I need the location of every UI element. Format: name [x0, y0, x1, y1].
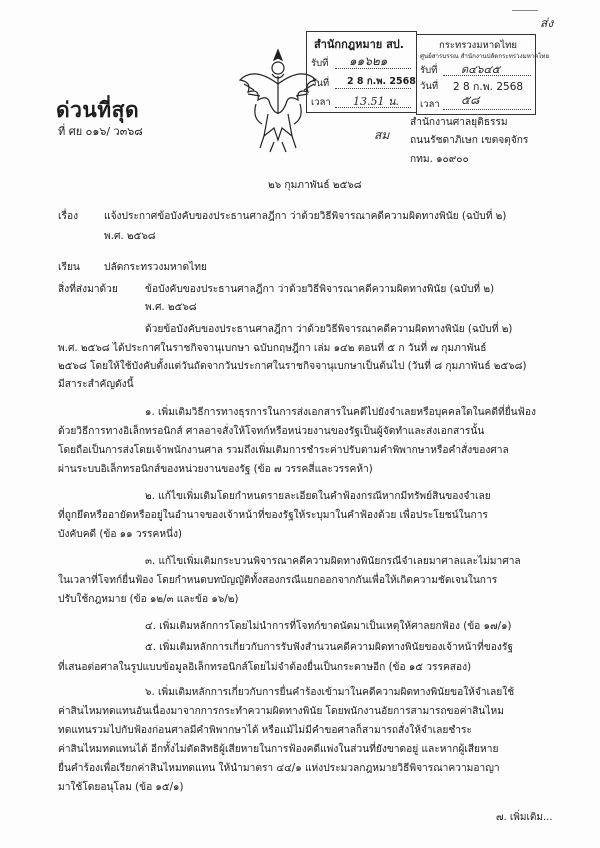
stamp2-date: 2 8 ก.พ. 2568: [453, 81, 524, 93]
stamp2-time: ๕๘: [461, 93, 480, 107]
subject-line-2: พ.ศ. ๒๕๖๘: [104, 231, 156, 242]
item-2-line-1: ๒. แก้ไขเพิ่มเติมโดยกำหนดรายละเอียดในคำฟ้องกรณีหากมีทรัพย์สินของจำเลย: [145, 491, 491, 502]
item-1-line-1: ๑. เพิ่มเติมวิธีการทางธุรการในการส่งเอกสารในคดีไปยังจำเลยหรือบุคคลใดในคดีที่ยื่นฟ้อง: [145, 407, 536, 418]
stamp1-recv-label: รับที่: [311, 58, 329, 69]
intro-line-4: มีสาระสำคัญดังนี้: [58, 379, 134, 390]
subject-label: เรื่อง: [58, 211, 79, 222]
document-number: ที่ ศย ๐๑๖/ ว๓๖๘: [58, 125, 143, 138]
intro-line-3: ๒๕๖๘ โดยให้ใช้บังคับตั้งแต่วันถัดจากวันประกาศในราชกิจจานุเบกษาเป็นต้นไป (วันที่ ๘ กุมภาพันธ์ ๒๕๖๘): [58, 361, 527, 372]
item-3-line-3: ปรับใช้กฎหมาย (ข้อ ๑๒/๓ และข้อ ๑๖/๒): [58, 594, 239, 605]
document-date: ๒๖ กุมภาพันธ์ ๒๕๖๘: [268, 180, 362, 191]
receiving-stamp-ministry: [416, 34, 550, 115]
to-recipient: ปลัดกระทรวงมหาดไทย: [104, 262, 207, 273]
sender-city: กทม. ๑๐๙๐๐: [410, 154, 469, 165]
stamp2-date-label: วันที่: [420, 81, 439, 92]
stamp1-org: สำนักกฎหมาย สป.: [314, 38, 404, 51]
stamp1-time: 13.51 น.: [353, 95, 400, 108]
item-6-line-1: ๖. เพิ่มเติมหลักการเกี่ยวกับการยื่นคำร้องเข้ามาในคดีความผิดทางพินัยขอให้จำเลยใช้: [145, 687, 515, 698]
receiving-stamp-law-office: [306, 31, 417, 113]
item-4-line-1: ๔. เพิ่มเติมหลักการโดยไม่นำการที่โจทก์ขาดนัดมาเป็นเหตุให้ศาลยกฟ้อง (ข้อ ๑๗/๑): [145, 621, 512, 632]
subject-line-1: แจ้งประกาศข้อบังคับของประธานศาลฎีกา ว่าด้วยวิธีพิจารณาคดีความผิดทางพินัย (ฉบับที่ ๒): [104, 211, 507, 222]
stamp1-date-label: วันที่: [311, 78, 330, 89]
corner-handwriting: ส่ง: [540, 16, 554, 30]
urgent-label: ด่วนที่สุด: [56, 98, 140, 122]
item-1-line-2: ด้วยวิธีการทางอิเล็กทรอนิกส์ ศาลอาจสั่งให้โจทก์หรือหน่วยงานของรัฐเป็นผู้จัดทำและส่งเอกสารนั้น: [58, 426, 485, 437]
item-3-line-2: ในเวลาที่โจทก์ยื่นฟ้อง โดยกำหนดบทบัญญัติทั้งสองกรณีแยกออกจากกันเพื่อให้เกิดความชัดเจนในการ: [58, 575, 498, 586]
stamp1-time-label: เวลา: [311, 97, 331, 108]
sender-org: สำนักงานศาลยุติธรรม: [410, 117, 508, 128]
enclosure-line-2: พ.ศ. ๒๕๖๘: [145, 302, 197, 313]
enclosure-label: สิ่งที่ส่งมาด้วย: [58, 284, 118, 295]
item-1-line-4: ผ่านระบบอิเล็กทรอนิกส์ของหน่วยงานของรัฐ (ข้อ ๗ วรรคสี่และวรรคห้า): [58, 464, 373, 475]
stamp2-recv-label: รับที่: [420, 65, 438, 76]
continued-marker: ๗. เพิ่มเติม...: [496, 812, 553, 823]
item-5-line-2: ที่เสนอต่อศาลในรูปแบบข้อมูลอิเล็กทรอนิกส์โดยไม่จำต้องยื่นเป็นกระดาษอีก (ข้อ ๑๕ วรรคสอง): [58, 662, 472, 673]
intro-line-2: พ.ศ. ๒๕๖๘ ได้ประกาศในราชกิจจานุเบกษา ฉบับกฤษฎีกา เล่ม ๑๔๒ ตอนที่ ๕ ก วันที่ ๗ กุมภาพันธ์: [58, 343, 487, 354]
stamp2-recv-no: ด๔๖๔๕: [461, 63, 501, 76]
item-6-line-3: ทดแทนรวมไปกับฟ้องก่อนศาลมีคำพิพากษาได้ หรือแม้ไม่มีคำขอศาลก็สามารถสั่งให้จำเลยชำระ: [58, 725, 472, 736]
item-1-line-3: โดยถือเป็นการส่งโดยเจ้าพนักงานศาล รวมถึงเพิ่มเติมการชำระค่าปรับตามคำพิพากษาหรือคำสั่งของศาล: [58, 445, 509, 456]
item-2-line-3: บังคับคดี (ข้อ ๑๑ วรรคหนึ่ง): [58, 529, 182, 540]
stamp2-org: กระทรวงมหาดไทย: [439, 40, 517, 51]
corner-mark: [512, 10, 538, 19]
item-6-line-5: ยื่นคำร้องเพื่อเรียกค่าสินไหมทดแทน ให้นำมาตรา ๔๔/๑ แห่งประมวลกฎหมายวิธีพิจารณาความอาญา: [58, 763, 500, 774]
item-2-line-2: ที่ถูกยึดหรืออายัดหรืออยู่ในอำนาจของเจ้าหน้าที่ของรัฐให้ระบุมาในคำฟ้องด้วย เพื่อประโยชน์ในการ: [58, 510, 488, 521]
stamp1-recv-no: ๑๑๖๒๑: [349, 54, 388, 68]
enclosure-line-1: ข้อบังคับของประธานศาลฎีกา ว่าด้วยวิธีพิจารณาคดีความผิดทางพินัย (ฉบับที่ ๒): [145, 284, 495, 295]
stamp1-date: 2 8 ก.พ. 2568: [347, 76, 416, 87]
item-6-line-4: ค่าสินไหมทดแทนได้ อีกทั้งไม่ตัดสิทธิผู้เสียหายในการฟ้องคดีแพ่งในส่วนที่ยังขาดอยู่ และหากผู้เสียหาย: [58, 744, 499, 755]
item-3-line-1: ๓. แก้ไขเพิ่มเติมกระบวนพิจารณาคดีความผิดทางพินัยกรณีจำเลยมาศาลและไม่มาศาล: [145, 556, 521, 567]
stamp1-signature: สม: [374, 128, 390, 142]
item-6-line-6: มาใช้โดยอนุโลม (ข้อ ๑๕/๑): [58, 782, 184, 793]
to-label: เรียน: [58, 262, 80, 273]
sender-road: ถนนรัชดาภิเษก เขตจตุจักร: [410, 135, 529, 146]
stamp2-sub: ศูนย์สารบรรณ สำนักงานปลัดกระทรวงมหาดไทย: [420, 53, 550, 60]
item-5-line-1: ๕. เพิ่มเติมหลักการเกี่ยวกับการรับฟังสำนวนคดีความผิดทางพินัยของเจ้าหน้าที่ของรัฐ: [145, 642, 513, 653]
item-6-line-2: ค่าสินไหมทดแทนอันเนื่องมาจากการกระทำความผิดทางพินัย โดยพนักงานอัยการสามารถขอค่าสินไหม: [58, 706, 504, 717]
intro-line-1: ด้วยข้อบังคับของประธานศาลฎีกา ว่าด้วยวิธีพิจารณาคดีความผิดทางพินัย (ฉบับที่ ๒): [145, 324, 513, 335]
stamp2-time-label: เวลา: [420, 99, 440, 110]
